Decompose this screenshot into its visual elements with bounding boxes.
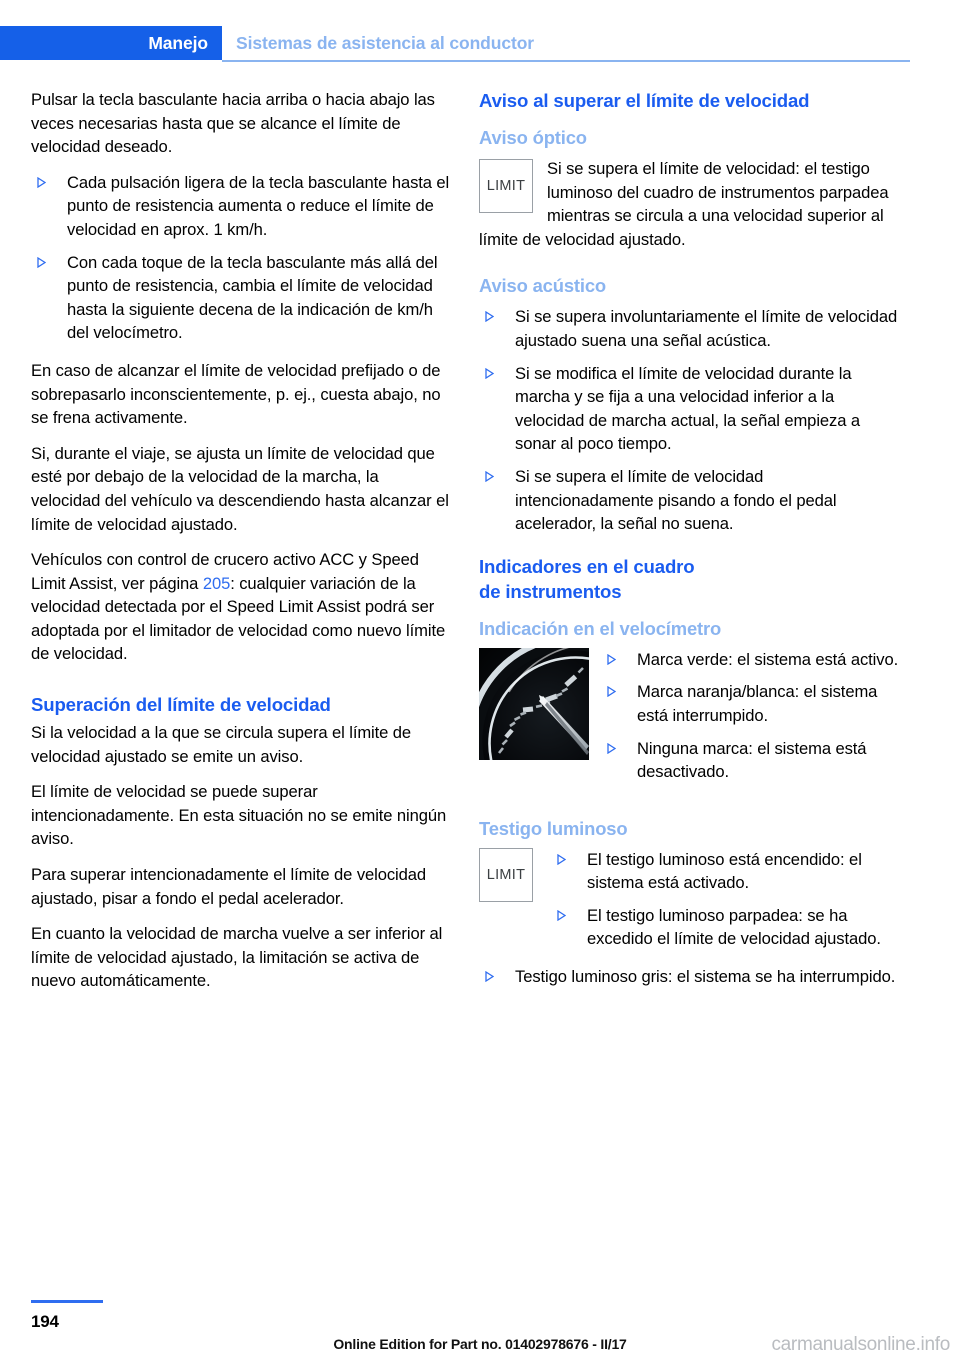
heading-indicadores-cuadro xyxy=(479,554,899,604)
list-item-text: Marca naranja/blanca: el sistema está interrumpido. xyxy=(637,682,878,725)
spacer xyxy=(479,546,899,554)
heading-line-2: de instrumentos xyxy=(479,580,622,602)
list-item-text: Ninguna marca: el sistema está desactivado. xyxy=(637,738,867,782)
triangle-bullet-icon xyxy=(37,257,46,268)
triangle-bullet-icon xyxy=(607,743,616,754)
testigo-list-indented xyxy=(551,848,899,951)
intro-paragraph: Pulsar la tecla basculante hacia arriba o hacia abajo las veces necesarias hasta que se alcance el límite de velocidad deseado. xyxy=(31,90,435,157)
triangle-bullet-icon xyxy=(557,854,566,865)
triangle-bullet-icon xyxy=(607,654,616,665)
list-item-text: El testigo luminoso parpadea: se ha excedido el límite de velocidad ajustado. xyxy=(587,905,881,949)
site-watermark: carmanualsonline.info xyxy=(771,1334,950,1355)
limit-icon-label: LIMIT xyxy=(486,178,526,194)
page-header xyxy=(0,26,960,60)
spacer xyxy=(31,678,451,692)
paragraph-limitacion-automatica: En cuanto la velocidad de marcha vuelve a ser inferior al límite de velocidad ajustado, la limitación se activa de nuevo automáticamente. xyxy=(31,924,443,991)
list-item-text: Si se supera involuntariamente el límite de velocidad ajustado suena una señal acústica. xyxy=(515,307,898,350)
list-item xyxy=(551,904,899,951)
spacer xyxy=(479,251,899,273)
heading-indicacion-velocimetro: Indicación en el velocímetro xyxy=(479,617,722,639)
footer-divider xyxy=(31,1300,103,1303)
triangle-bullet-icon xyxy=(607,686,616,697)
triangle-bullet-icon xyxy=(485,311,494,322)
list-item-text: El testigo luminoso está encendido: el sistema está activado. xyxy=(587,849,862,893)
header-divider xyxy=(222,60,910,62)
aviso-acustico-list xyxy=(479,305,899,535)
heading-aviso-superar-limite: Aviso al superar el límite de velocidad xyxy=(479,90,810,111)
list-item-text: Testigo luminoso gris: el sistema se ha interrumpido. xyxy=(515,967,896,987)
list-item xyxy=(601,680,899,727)
testigo-list-final xyxy=(479,965,899,989)
paragraph-acc-speed-limit-assist xyxy=(31,548,451,666)
aviso-optico-paragraph: Si se supera el límite de velocidad: el testigo luminoso del cuadro de instrumentos parpadea mientras se circula a una velocidad superior al límite de velocidad ajustado. xyxy=(479,159,889,249)
list-item xyxy=(601,737,899,784)
page-number: 194 xyxy=(31,1312,59,1331)
paragraph-durante-viaje: Si, durante el viaje, se ajusta un límite de velocidad que esté por debajo de la velocidad de la marcha, la velocidad del vehículo va descendiendo hasta alcanzar el límite de velocidad ajustado. xyxy=(31,443,449,534)
header-chapter: Manejo xyxy=(0,26,222,60)
limit-icon-wrapper xyxy=(479,159,533,213)
spacer xyxy=(479,794,899,816)
paragraph-superar-intencionadamente: El límite de velocidad se puede superar intencionadamente. En esta situación no se emite ningún aviso. xyxy=(31,782,447,849)
paragraph-supera-limite: Si la velocidad a la que se circula supera el límite de velocidad ajustado se emite un aviso. xyxy=(31,723,412,766)
list-item-text: Con cada toque de la tecla basculante más allá del punto de resistencia, cambia el límite de velocidad hasta la siguiente decena de la indicación de km/h del velocímetro. xyxy=(67,252,438,343)
page-reference-link[interactable]: 205 xyxy=(202,573,231,593)
triangle-bullet-icon xyxy=(485,471,494,482)
triangle-bullet-icon xyxy=(37,177,46,188)
heading-testigo-luminoso: Testigo luminoso xyxy=(479,817,628,839)
speedometer-photo-wrapper xyxy=(479,648,601,760)
content-columns xyxy=(0,88,960,1005)
edition-notice: Online Edition for Part no. 01402978676 - II/17 xyxy=(333,1336,627,1352)
tecla-basculante-list xyxy=(31,171,451,345)
list-item xyxy=(479,305,899,352)
limit-icon-wrapper-2 xyxy=(479,848,551,902)
header-section: Sistemas de asistencia al conductor xyxy=(236,32,535,53)
paragraph-pedal-acelerador: Para superar intencionadamente el límite de velocidad ajustado, pisar a fondo el pedal acelerador. xyxy=(31,865,427,908)
speedometer-photo xyxy=(479,648,589,760)
paragraph-text-pre: Vehículos con control de crucero activo ACC y Speed Limit Assist, ver página xyxy=(31,550,419,593)
heading-aviso-optico: Aviso óptico xyxy=(479,127,587,148)
spacer xyxy=(479,117,899,125)
velocimetro-list xyxy=(601,648,899,784)
list-item xyxy=(551,848,899,895)
paragraph-alcanzar-limite: En caso de alcanzar el límite de velocidad prefijado o de sobrepasarlo inconscientemente, p. ej., cuesta abajo, no se frena activamente. xyxy=(31,360,441,428)
list-item-text: Cada pulsación ligera de la tecla basculante hasta el punto de resistencia aumenta o reduce el límite de velocidad en aprox. 1 km/h. xyxy=(67,172,450,239)
velocimetro-row xyxy=(479,648,899,794)
heading-aviso-acustico: Aviso acústico xyxy=(479,275,607,297)
list-item-text: Si se supera el límite de velocidad intencionadamente pisando a fondo el pedal acelerador, la señal no suena. xyxy=(515,466,837,534)
list-item-text: Marca verde: el sistema está activo. xyxy=(637,649,899,669)
limit-indicator-icon xyxy=(479,848,533,902)
list-item xyxy=(31,171,451,242)
list-item xyxy=(479,362,899,456)
paragraph-text-post: : cualquier variación de la velocidad detectada por el Speed Limit Assist podrá ser adoptada por el limitador de velocidad como nuevo límite de velocidad. xyxy=(31,573,446,664)
velocimetro-list-wrapper xyxy=(601,648,899,794)
aviso-optico-block xyxy=(479,157,899,251)
heading-line-1: Indicadores en el cuadro xyxy=(479,555,695,577)
triangle-bullet-icon xyxy=(485,971,494,982)
spacer xyxy=(479,608,899,616)
list-item xyxy=(601,648,899,672)
left-column xyxy=(31,88,451,1005)
limit-icon-label: LIMIT xyxy=(486,866,526,883)
triangle-bullet-icon xyxy=(485,368,494,379)
page-footer xyxy=(0,1300,960,1362)
list-item xyxy=(31,251,451,345)
list-item xyxy=(479,965,899,989)
limit-indicator-icon xyxy=(479,159,533,213)
testigo-list-wrapper xyxy=(551,848,899,961)
list-item xyxy=(479,465,899,536)
heading-superacion-limite: Superación del límite de velocidad xyxy=(31,694,331,716)
testigo-row xyxy=(479,848,899,961)
list-item-text: Si se modifica el límite de velocidad durante la marcha y se fija a una velocidad inferior a la velocidad de marcha actual, la señal empieza a sonar al poco tiempo. xyxy=(515,363,860,454)
triangle-bullet-icon xyxy=(557,910,566,921)
right-column xyxy=(479,88,899,1005)
